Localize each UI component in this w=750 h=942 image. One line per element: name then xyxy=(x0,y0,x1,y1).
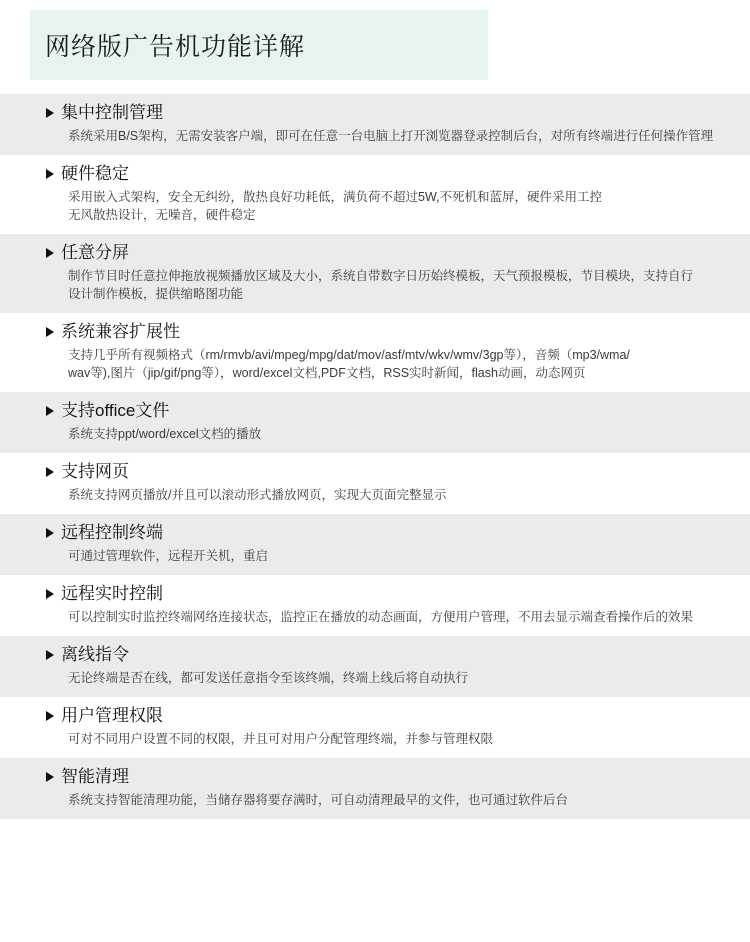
feature-item xyxy=(0,514,750,575)
feature-heading xyxy=(46,462,732,482)
feature-description-line: 系统支持智能清理功能，当储存器将要存满时，可自动清理最早的文件，也可通过软件后台 xyxy=(68,793,569,807)
feature-description-line: 系统支持ppt/word/excel文档的播放 xyxy=(68,427,262,441)
feature-heading xyxy=(46,767,732,787)
feature-description xyxy=(46,547,732,565)
feature-heading xyxy=(46,706,732,726)
feature-item xyxy=(0,575,750,636)
feature-title: 离线指令 xyxy=(61,645,129,664)
feature-title: 远程实时控制 xyxy=(61,584,163,603)
feature-item xyxy=(0,234,750,313)
feature-heading xyxy=(46,103,732,123)
feature-description-line: 无风散热设计，无噪音，硬件稳定 xyxy=(68,208,256,222)
feature-title: 支持office文件 xyxy=(61,401,170,420)
feature-title: 支持网页 xyxy=(61,462,129,481)
feature-item xyxy=(0,94,750,155)
feature-description-line: 制作节目时任意拉伸拖放视频播放区域及大小，系统自带数字日历始终模板，天气预报模板，节目模块，支持自行 xyxy=(68,269,694,283)
feature-title: 硬件稳定 xyxy=(61,164,129,183)
feature-title: 用户管理权限 xyxy=(61,706,163,725)
feature-item xyxy=(0,155,750,234)
feature-description-line: 可对不同用户设置不同的权限，并且可对用户分配管理终端，并参与管理权限 xyxy=(68,732,494,746)
feature-description-line: 可通过管理软件，远程开关机，重启 xyxy=(68,549,269,563)
feature-heading xyxy=(46,645,732,665)
feature-description xyxy=(46,425,732,443)
bullet-triangle-icon xyxy=(46,772,54,782)
bullet-triangle-icon xyxy=(46,406,54,416)
feature-description-line: 设计制作模板，提供缩略图功能 xyxy=(68,287,244,301)
feature-description xyxy=(46,608,732,626)
feature-item xyxy=(0,313,750,392)
bullet-triangle-icon xyxy=(46,467,54,477)
feature-title: 任意分屏 xyxy=(61,243,129,262)
feature-description-line: 无论终端是否在线，都可发送任意指令至该终端，终端上线后将自动执行 xyxy=(68,671,469,685)
feature-title: 系统兼容扩展性 xyxy=(61,322,180,341)
feature-description xyxy=(46,486,732,504)
feature-heading xyxy=(46,243,732,263)
feature-description-line: 系统采用B/S架构，无需安装客户端，即可在任意一台电脑上打开浏览器登录控制后台，对所有终端进行任何操作管理 xyxy=(68,129,714,143)
bullet-triangle-icon xyxy=(46,528,54,538)
feature-heading xyxy=(46,401,732,421)
feature-heading xyxy=(46,584,732,604)
feature-title: 智能清理 xyxy=(61,767,129,786)
feature-heading xyxy=(46,322,732,342)
feature-list xyxy=(0,94,750,819)
bullet-triangle-icon xyxy=(46,169,54,179)
feature-description xyxy=(46,267,732,303)
bullet-triangle-icon xyxy=(46,108,54,118)
feature-title: 远程控制终端 xyxy=(61,523,163,542)
page-title-band xyxy=(30,10,488,80)
feature-description xyxy=(46,346,732,382)
feature-description xyxy=(46,188,732,224)
bullet-triangle-icon xyxy=(46,711,54,721)
page-root xyxy=(0,10,750,942)
page-title: 网络版广告机功能详解 xyxy=(45,33,306,61)
feature-heading xyxy=(46,523,732,543)
feature-item xyxy=(0,697,750,758)
feature-description xyxy=(46,669,732,687)
feature-description-line: wav等),图片（jip/gif/png等），word/excel文档,PDF文档，RSS实时新闻，flash动画，动态网页 xyxy=(68,366,586,380)
feature-item xyxy=(0,392,750,453)
bullet-triangle-icon xyxy=(46,327,54,337)
feature-description-line: 系统支持网页播放/并且可以滚动形式播放网页，实现大页面完整显示 xyxy=(68,488,447,502)
feature-description-line: 支持几乎所有视频格式（rm/rmvb/avi/mpeg/mpg/dat/mov/asf/mtv/wkv/wmv/3gp等），音频（mp3/wma/ xyxy=(68,348,630,362)
feature-description xyxy=(46,791,732,809)
feature-item xyxy=(0,453,750,514)
bullet-triangle-icon xyxy=(46,589,54,599)
bullet-triangle-icon xyxy=(46,248,54,258)
bullet-triangle-icon xyxy=(46,650,54,660)
feature-description xyxy=(46,730,732,748)
feature-heading xyxy=(46,164,732,184)
feature-description-line: 可以控制实时监控终端网络连接状态，监控正在播放的动态画面，方便用户管理，不用去显示端查看操作后的效果 xyxy=(68,610,694,624)
feature-title: 集中控制管理 xyxy=(61,103,163,122)
feature-item xyxy=(0,636,750,697)
feature-description xyxy=(46,127,732,145)
feature-description-line: 采用嵌入式架构，安全无纠纷，散热良好功耗低，满负荷不超过5W,不死机和蓝屏，硬件采用工控 xyxy=(68,190,603,204)
feature-item xyxy=(0,758,750,819)
